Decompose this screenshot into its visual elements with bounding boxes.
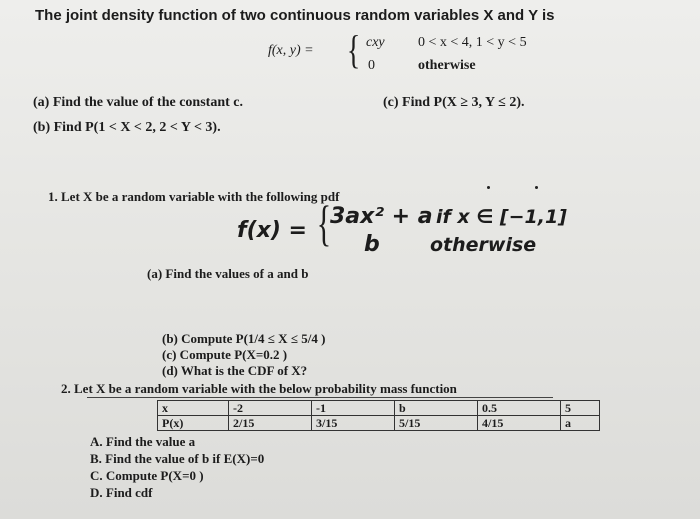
q1-part-c: (c) Compute P(X=0.2 ) xyxy=(162,347,288,362)
pdf-case2-expr: b xyxy=(364,232,380,257)
pmf-row-x xyxy=(158,401,600,416)
speck-dot xyxy=(535,186,538,189)
pmf-p-cell: 4/15 xyxy=(478,416,561,431)
pdf-lhs: f(x) = xyxy=(237,218,307,243)
q2-intro-underline xyxy=(87,397,553,398)
part-c-probability: (c) Find P(X ≥ 3, Y ≤ 2). xyxy=(383,95,525,110)
q1-intro: 1. Let X be a random variable with the following pdf xyxy=(48,189,340,204)
joint-density-case1-cond: 0 < x < 4, 1 < y < 5 xyxy=(418,35,527,50)
pmf-row-p xyxy=(158,416,600,431)
q1-part-d: (d) What is the CDF of X? xyxy=(162,363,308,378)
pmf-p-cell: 2/15 xyxy=(229,416,312,431)
q2-item-d: D. Find cdf xyxy=(90,485,153,500)
joint-density-lhs: f(x, y) = xyxy=(268,43,314,58)
q2-item-c: C. Compute P(X=0 ) xyxy=(90,468,204,483)
pmf-p-header: P(x) xyxy=(158,416,229,431)
joint-density-case2-cond: otherwise xyxy=(418,58,476,73)
q2-intro: 2. Let X be a random variable with the below probability mass function xyxy=(61,381,457,396)
joint-density-case1-expr: cxy xyxy=(366,35,385,50)
pdf-case2-cond: otherwise xyxy=(430,234,537,256)
q1-part-b: (b) Compute P(1/4 ≤ X ≤ 5/4 ) xyxy=(162,331,326,346)
pdf-brace: { xyxy=(316,195,332,251)
part-a-constant: (a) Find the value of the constant c. xyxy=(33,95,243,110)
speck-dot xyxy=(487,186,490,189)
joint-density-case2-expr: 0 xyxy=(368,58,375,73)
q2-item-b: B. Find the value of b if E(X)=0 xyxy=(90,451,265,466)
pmf-p-cell: 3/15 xyxy=(312,416,395,431)
pmf-x-header: x xyxy=(158,401,229,416)
pmf-x-cell: -2 xyxy=(229,401,312,416)
problem-title: The joint density function of two continuous random variables X and Y is xyxy=(35,7,555,24)
pmf-p-cell: 5/15 xyxy=(395,416,478,431)
q1-part-a: (a) Find the values of a and b xyxy=(147,266,309,281)
pdf-case1-expr: 3ax² + a xyxy=(330,204,433,229)
pmf-table xyxy=(157,400,600,431)
q2-item-a: A. Find the value a xyxy=(90,434,196,449)
pmf-x-cell: 0.5 xyxy=(478,401,561,416)
pmf-x-cell: 5 xyxy=(561,401,600,416)
joint-density-brace: { xyxy=(346,27,361,72)
pmf-x-cell: -1 xyxy=(312,401,395,416)
pdf-case1-cond: if x ∈ [−1,1] xyxy=(436,206,567,228)
part-b-probability: (b) Find P(1 < X < 2, 2 < Y < 3). xyxy=(33,120,221,135)
pmf-p-cell: a xyxy=(561,416,600,431)
pmf-x-cell: b xyxy=(395,401,478,416)
